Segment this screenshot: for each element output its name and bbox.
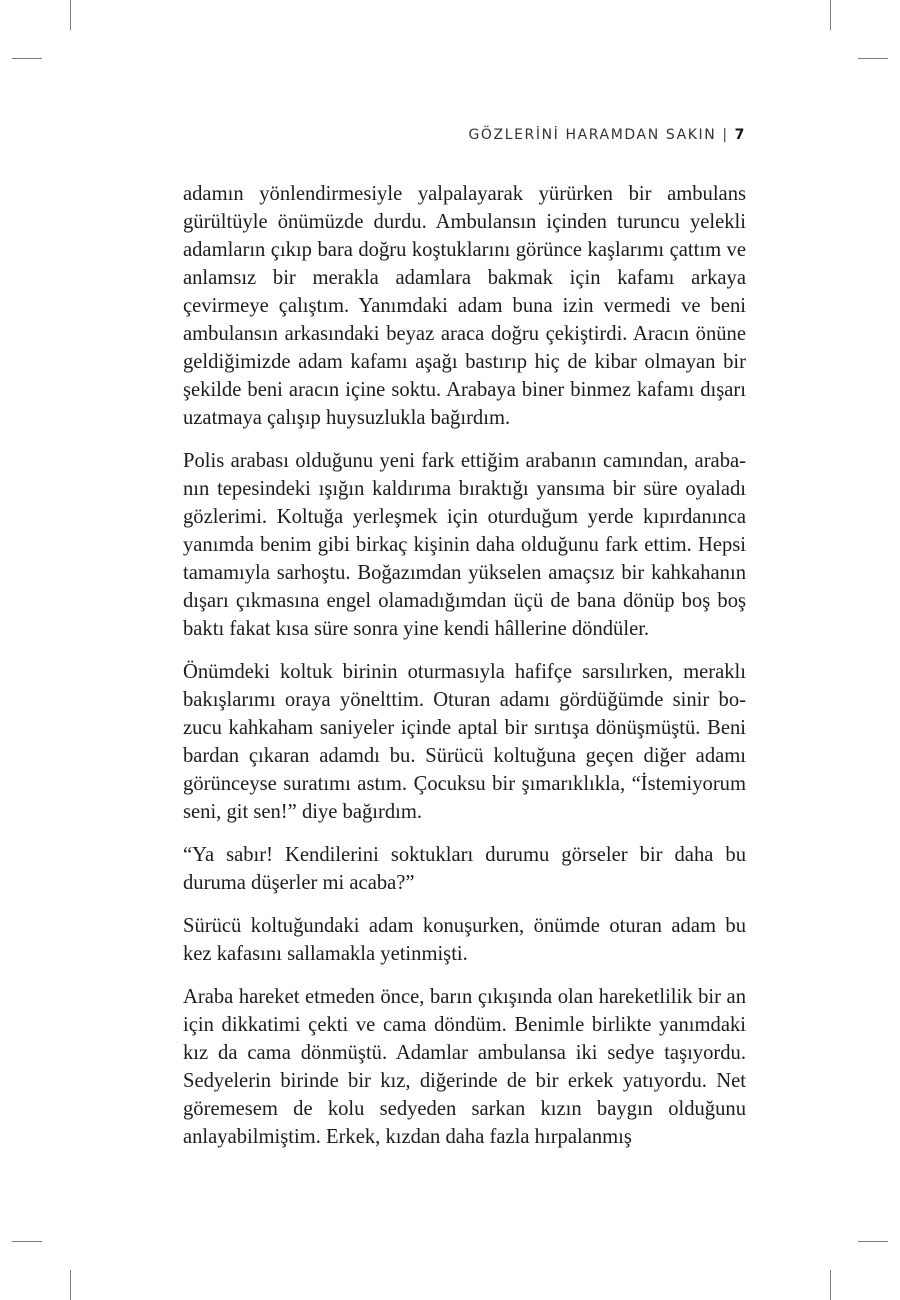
book-title: GÖZLERİNİ HARAMDAN SAKIN (468, 127, 717, 143)
crop-mark-bottom-left-vertical (70, 1270, 71, 1300)
paragraph: Polis arabası olduğunu yeni fark ettiğim arabanın camından, arabanın tepesindeki ışığın kaldırıma bıraktığı yansıma bir süre oyaladı gözlerimi. Koltuğa yerleşmek için oturduğum yerde kıpırdanınca yanımda benim gibi birkaç kişinin daha olduğunu fark ettim. Hepsi tamamıyla sarhoştu. Boğazımdan yükselen amaçsız bir kahkahanın dışarı çıkmasına engel olamadığımdan üçü de bana dönüp boş boş baktı fakat kısa süre sonra yine kendi hâllerine döndüler. (183, 450, 746, 640)
crop-mark-top-right-vertical (830, 0, 831, 30)
paragraph: Araba hareket etmeden önce, barın çıkışında olan hareketlilik bir an için dikkatimi çekti ve cama döndüm. Benimle birlikte yanımdaki kız da cama dönmüştü. Adamlar ambulansa iki sedye taşıyordu. Sedyelerin birinde bir kız, diğerinde de bir erkek yatıyordu. Net göremesem de kolu sedyeden sarkan kızın baygın olduğunu anlayabilmiştim. Erkek, kızdan daha fazla hırpalanmış (183, 986, 746, 1148)
crop-mark-bottom-right-vertical (830, 1270, 831, 1300)
crop-mark-bottom-right-horizontal (858, 1241, 888, 1242)
paragraph: Önümdeki koltuk birinin oturmasıyla hafifçe sarsılırken, meraklı bakışlarımı oraya yönelttim. Oturan adamı gördüğümde sinir bozucu kahkaham saniyeler içinde aptal bir sırıtışa dönüşmüştü. Beni bardan çıkaran adamdı bu. Sürücü koltuğuna geçen diğer adamı görünceyse suratımı astım. Çocuksu bir şımarıklıkla, “İstemiyorum seni, git sen!” diye bağırdım. (183, 661, 746, 823)
crop-mark-top-left-vertical (70, 0, 71, 30)
paragraph: “Ya sabır! Kendilerini soktukları durumu görseler bir daha bu duruma düşerler mi acaba?” (183, 844, 746, 894)
paragraph: Sürücü koltuğundaki adam konuşurken, önümde oturan adam bu kez kafasını sallamakla yetinmişti. (183, 915, 746, 965)
crop-mark-bottom-left-horizontal (12, 1241, 42, 1242)
paragraph: adamın yönlendirmesiyle yalpalayarak yürürken bir ambulans gürültüyle önümüzde durdu. Ambulansın içinden turuncu yelekli adamların çıkıp bara doğru koştuklarını görünce kaşlarımı çattım ve anlamsız bir merakla adamlara bakmak için kafamı arkaya çevirmeye çalıştım. Yanımdaki adam buna izin vermedi ve beni ambulansın arkasındaki beyaz araca doğru çekiştirdi. Aracın önüne geldiğimizde adam kafamı aşağı bastırıp hiç de kibar olmayan bir şekilde beni aracın içine soktu. Arabaya biner binmez kafamı dışarı uzatmaya çalışıp huysuzlukla bağırdım. (183, 183, 746, 429)
crop-mark-top-left-horizontal (12, 58, 42, 59)
header-separator: | (722, 127, 729, 143)
crop-mark-top-right-horizontal (858, 58, 888, 59)
running-head (468, 127, 746, 143)
page-number: 7 (734, 127, 746, 143)
body-text (183, 180, 746, 1166)
